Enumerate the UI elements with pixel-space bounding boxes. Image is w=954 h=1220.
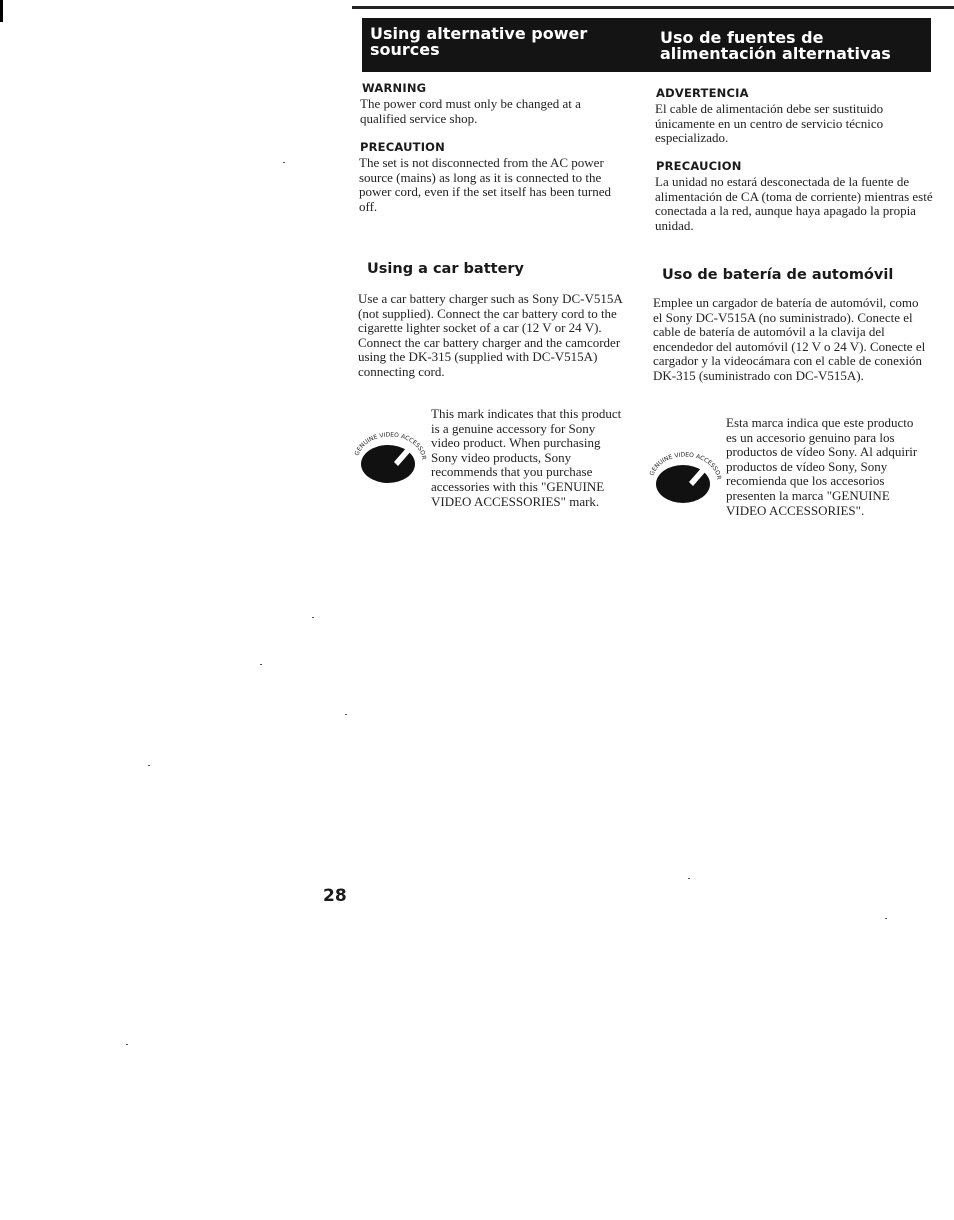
logo-arc-text: GENUINE VIDEO ACCESSOR [353, 431, 428, 461]
genuine-accessories-logo [350, 428, 430, 486]
scan-speck [126, 1044, 128, 1045]
car-battery-title: Using a car battery [367, 261, 525, 277]
warning-title: WARNING [362, 81, 427, 95]
precaution-text: The set is not disconnected from the AC power source (mains) as long as it is connected to the power cord, even if the set itself has been turned off. [359, 155, 611, 214]
top-rule [352, 6, 954, 9]
marca-text: Esta marca indica que este producto es un accesorio genuino para los productos de vídeo Sony. Al adquirir productos de vídeo Sony, Sony recomienda que los accesorios presenten la marca "GENUINE VIDEO ACCESSORIES". [726, 415, 918, 518]
scan-speck [312, 617, 314, 618]
header-spanish [652, 18, 931, 72]
precaution-title: PRECAUTION [360, 140, 445, 154]
precaucion-text: La unidad no estará desconectada de la fuente de alimentación de CA (toma de corriente) mientras esté conectada a la red, aunque haya apagado la propia unidad. [655, 174, 933, 233]
genuine-accessories-logo-es [645, 448, 725, 506]
bateria-text: Emplee un cargador de batería de automóvil, como el Sony DC-V515A (no suministrado). Conecte el cable de batería de automóvil a la clavija del encendedor del automóvil (12 V o 24 V). Conecte el cargador y la videocámara con el cable de conexión DK-315 (suministrado con DC-V515A). [653, 295, 926, 383]
advertencia-title: ADVERTENCIA [656, 86, 749, 100]
scan-speck [283, 162, 285, 163]
header-english [362, 18, 638, 72]
car-battery-text: Use a car battery charger such as Sony DC-V515A (not supplied). Connect the car battery cord to the cigarette lighter socket of a car (12 V or 24 V). Connect the car battery charger and the camcorder using the DK-315 (supplied with DC-V515A) connecting cord. [358, 291, 623, 379]
bateria-title: Uso de batería de automóvil [662, 267, 894, 283]
header-spanish-text: Uso de fuentes de alimentación alternativas [660, 28, 891, 63]
advertencia-text: El cable de alimentación debe ser sustituido únicamente en un centro de servicio técnico especializado. [655, 101, 884, 146]
page-number: 28 [323, 886, 347, 906]
mark-text: This mark indicates that this product is a genuine accessory for Sony video product. When purchasing Sony video products, Sony recommends that you purchase accessories with this "GENUINE VIDEO ACCESSORIES" mark. [431, 406, 622, 509]
scan-edge-mark [0, 0, 3, 22]
warning-text: The power cord must only be changed at a qualified service shop. [360, 96, 581, 126]
scan-speck [688, 878, 690, 879]
scan-speck [345, 714, 347, 715]
scan-speck [260, 664, 262, 665]
scan-speck [148, 765, 150, 766]
logo-arc-text-es: GENUINE VIDEO ACCESSOR [648, 451, 723, 481]
scan-speck [885, 918, 887, 919]
header-english-text: Using alternative power sources [370, 24, 588, 59]
header-divider [638, 18, 652, 72]
precaucion-title: PRECAUCION [656, 159, 742, 173]
